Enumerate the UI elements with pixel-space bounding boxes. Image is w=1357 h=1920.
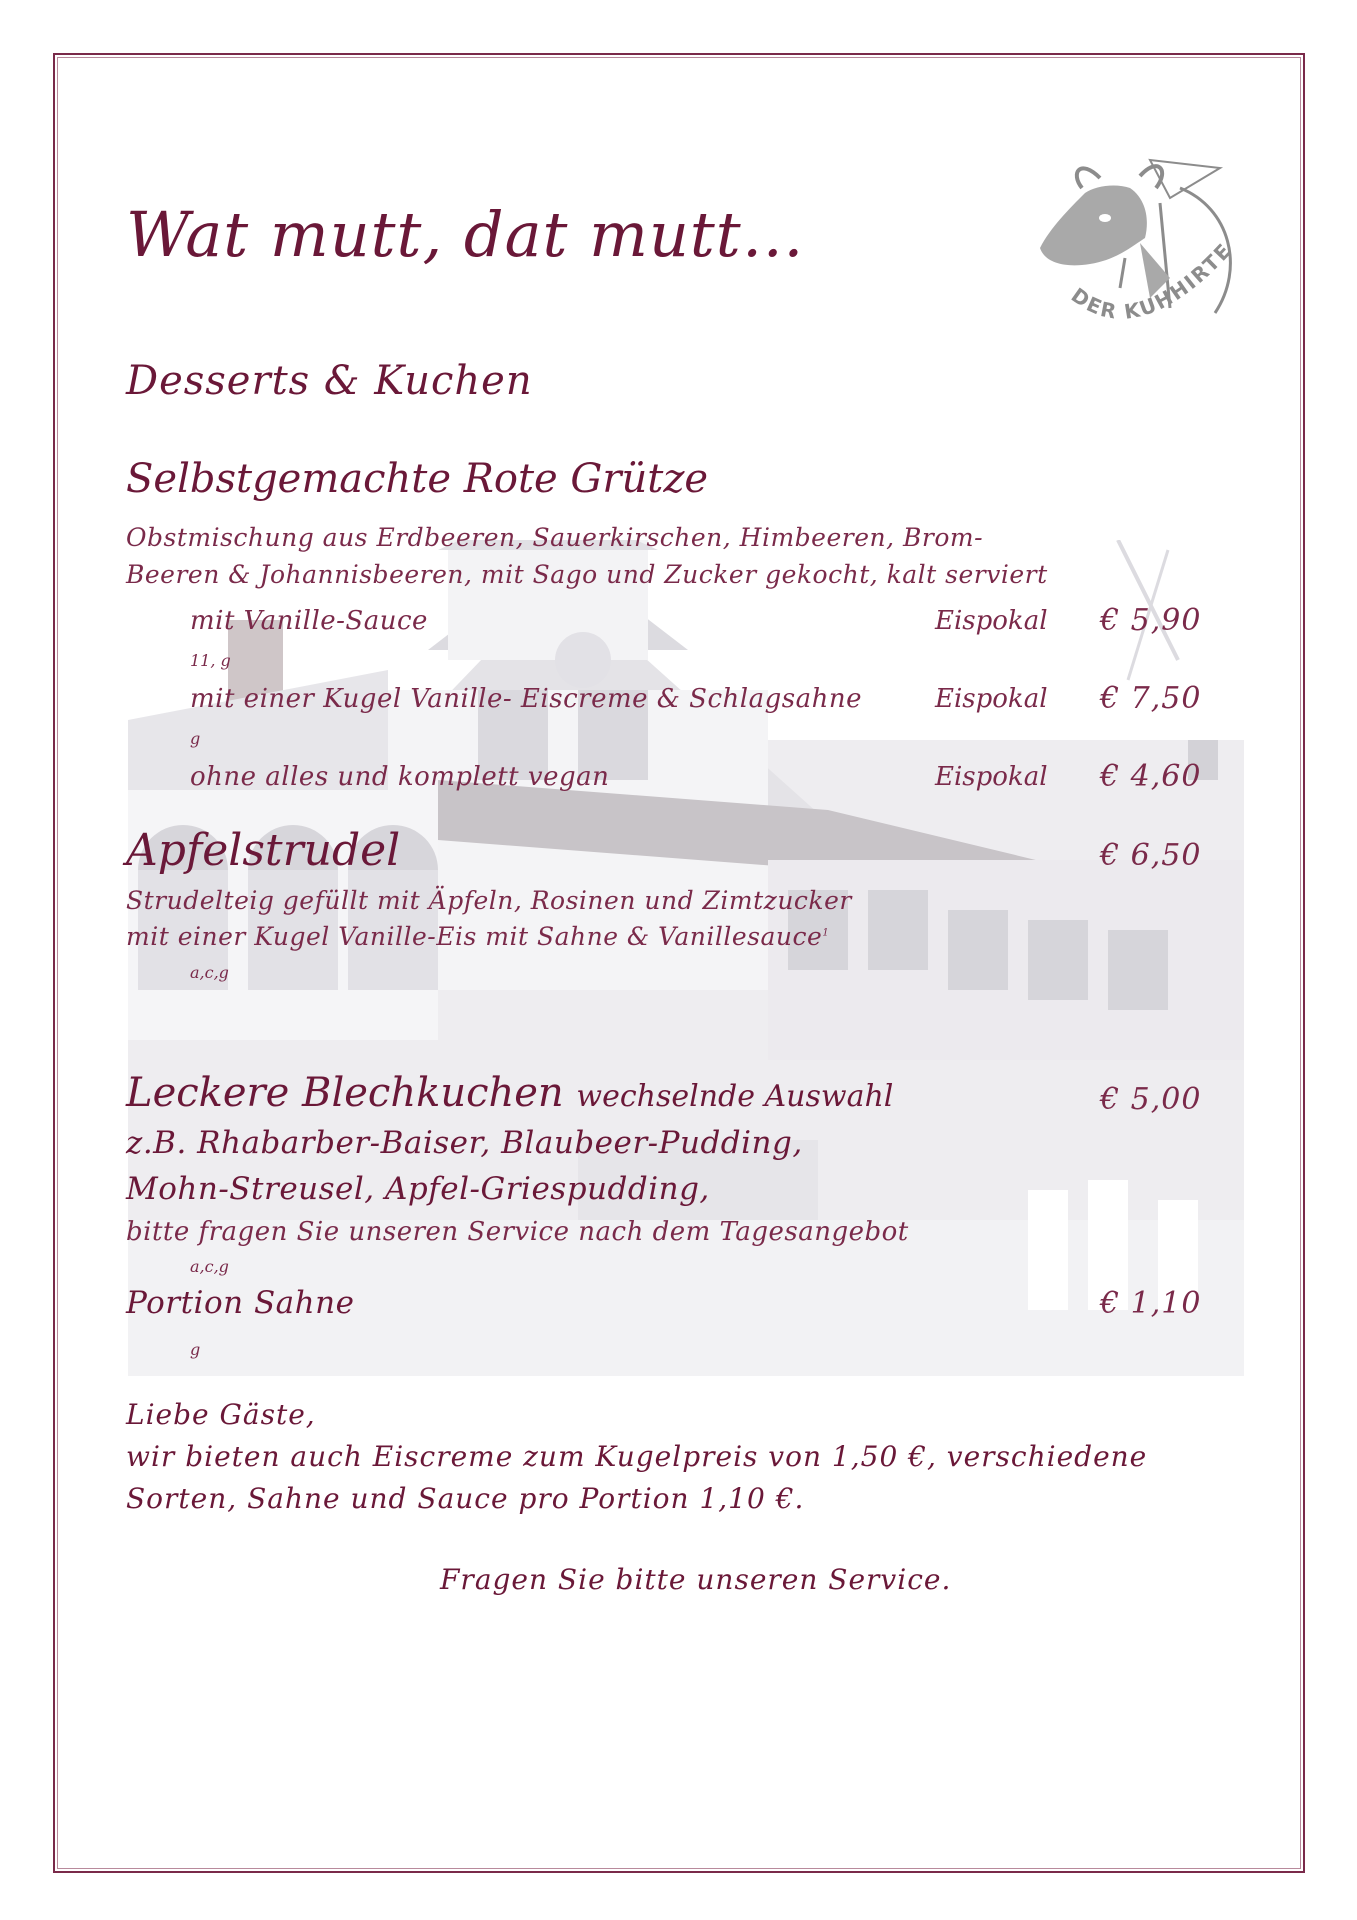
description-line: Strudelteig gefüllt mit Äpfeln, Rosinen und Zimtzucker (126, 886, 852, 915)
price: € 7,50 (1100, 681, 1202, 716)
restaurant-background-photo (128, 540, 1244, 1376)
price: € 5,90 (1100, 603, 1202, 638)
option-label: mit Vanille-Sauce (190, 606, 428, 636)
serving-type: Eispokal (935, 606, 1048, 636)
description-line: Mohn-Streusel, Apfel-Griespudding, (126, 1171, 710, 1207)
kuhhirte-logo (1030, 148, 1260, 353)
svg-text:DER KUHHIRTE: DER KUHHIRTE (1066, 237, 1237, 324)
footnote-mark: 1 (822, 927, 830, 939)
allergen-note: g (190, 729, 201, 748)
section-title-apfelstrudel: Apfelstrudel (126, 825, 401, 876)
page-title: Wat mutt, dat mutt… (126, 198, 805, 271)
allergen-note: a,c,g (190, 1257, 229, 1276)
price: € 4,60 (1100, 759, 1202, 794)
description-line: z.B. Rhabarber-Baiser, Blaubeer-Pudding, (126, 1125, 803, 1161)
description-line: bitte fragen Sie unseren Service nach dem Tagesangebot (126, 1217, 909, 1247)
allergen-note: 11, g (190, 651, 231, 670)
price: € 6,50 (1100, 838, 1202, 873)
section-title-rote-gruetze: Selbstgemachte Rote Grütze (126, 456, 709, 502)
serving-type: Eispokal (935, 762, 1048, 792)
description-line: Obstmischung aus Erdbeeren, Sauerkirschen, Himbeeren, Brom- (126, 523, 984, 552)
price: € 5,00 (1100, 1082, 1202, 1117)
closing-greeting: Liebe Gäste, (126, 1398, 316, 1431)
price: € 1,10 (1100, 1286, 1202, 1321)
description-line: mit einer Kugel Vanille-Eis mit Sahne & Vanillesauce$^1$ (126, 922, 830, 951)
closing-text: Sorten, Sahne und Sauce pro Portion 1,10 €. (126, 1482, 805, 1515)
closing-service-note: Fragen Sie bitte unseren Service. (440, 1563, 952, 1596)
description-line: Beeren & Johannisbeeren, mit Sago und Zucker gekocht, kalt serviert (126, 560, 1048, 589)
option-label: ohne alles und komplett vegan (190, 762, 610, 792)
closing-text: wir bieten auch Eiscreme zum Kugelpreis von 1,50 €, verschiedene (126, 1440, 1148, 1473)
section-subtitle: wechselnde Auswahl (576, 1079, 894, 1114)
serving-type: Eispokal (935, 684, 1048, 714)
section-title-blechkuchen: Leckere Blechkuchen wechselnde Auswahl (126, 1070, 894, 1116)
menu-category-title: Desserts & Kuchen (126, 358, 533, 404)
option-label: mit einer Kugel Vanille- Eiscreme & Schlagsahne (190, 684, 862, 714)
section-title-portion-sahne: Portion Sahne (126, 1285, 355, 1321)
allergen-note: a,c,g (190, 963, 229, 982)
allergen-note: g (190, 1340, 201, 1359)
